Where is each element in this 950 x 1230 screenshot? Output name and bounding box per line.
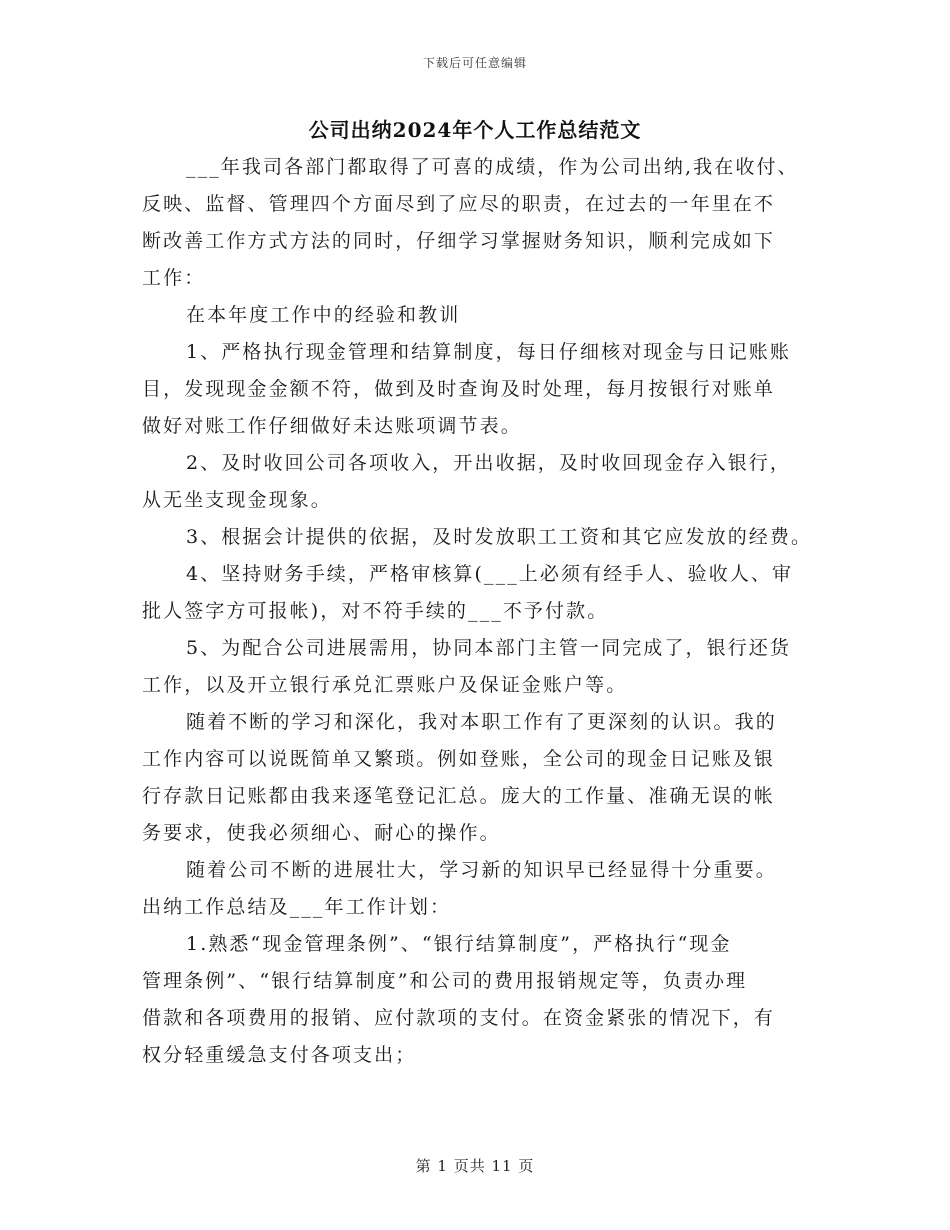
text-line: 反映、监督、管理四个方面尽到了应尽的职责，在过去的一年里在不 [142,193,776,215]
paragraph-item-3 [142,519,822,556]
paragraph-plan-item-1 [142,926,822,1074]
text-line: 目，发现现金金额不符，做到及时查询及时处理，每月按银行对账单 [142,378,776,400]
paragraph-item-2 [142,445,822,519]
page-number: 第 1 页共 11 页 [415,1157,535,1175]
paragraph-item-1 [142,334,822,445]
text-line: 权分轻重缓急支付各项支出； [142,1044,417,1066]
header-note: 下载后可任意编辑 [422,56,527,70]
text-line: 批人签字方可报帐)，对不符手续的___不予付款。 [142,600,609,622]
text-line: 断改善工作方式方法的同时，仔细学习掌握财务知识，顺利完成如下 [142,230,776,252]
text-line: 务要求，使我必须细心、耐心的操作。 [142,822,501,844]
text-line: 在本年度工作中的经验和教训 [186,304,461,326]
paragraph-item-5 [142,630,822,704]
text-line: 行存款日记账都由我来逐笔登记汇总。庞大的工作量、准确无误的帐 [142,785,776,807]
text-line: 2、及时收回公司各项收入，开出收据，及时收回现金存入银行， [186,452,791,474]
text-line: 工作，以及开立银行承兑汇票账户及保证金账户等。 [142,674,628,696]
text-line: 1.熟悉“现金管理条例”、“银行结算制度”，严格执行“现金 [186,933,732,955]
text-line: 做好对账工作仔细做好未达账项调节表。 [142,415,522,437]
text-line: 工作： [142,267,206,289]
text-line: 出纳工作总结及___年工作计划： [142,896,452,918]
paragraph-intro [142,149,822,297]
text-line: 管理条例”、“银行结算制度”和公司的费用报销规定等，负责办理 [142,970,748,992]
text-line: 4、坚持财务手续，严格审核算(___上必须有经手人、验收人、审 [186,563,794,585]
section-heading [142,297,822,334]
text-line: 1、严格执行现金管理和结算制度，每日仔细核对现金与日记账账 [186,341,791,363]
text-line: ___年我司各部门都取得了可喜的成绩，作为公司出纳,我在收付、 [186,156,799,178]
paragraph-understanding [142,704,822,852]
text-line: 借款和各项费用的报销、应付款项的支付。在资金紧张的情况下，有 [142,1007,776,1029]
document-title: 公司出纳2024年个人工作总结范文 [308,118,642,142]
paragraph-item-4 [142,556,822,630]
document-body [142,149,822,1074]
text-line: 3、根据会计提供的依据，及时发放职工工资和其它应发放的经费。 [186,526,813,548]
text-line: 工作内容可以说既简单又繁琐。例如登账，全公司的现金日记账及银 [142,748,776,770]
text-line: 从无坐支现金现象。 [142,489,332,511]
paragraph-plan-intro [142,852,822,926]
text-line: 5、为配合公司进展需用，协同本部门主管一同完成了，银行还货 [186,637,791,659]
text-line: 随着不断的学习和深化，我对本职工作有了更深刻的认识。我的 [186,711,777,733]
text-line: 随着公司不断的进展壮大，学习新的知识早已经显得十分重要。 [186,859,777,881]
